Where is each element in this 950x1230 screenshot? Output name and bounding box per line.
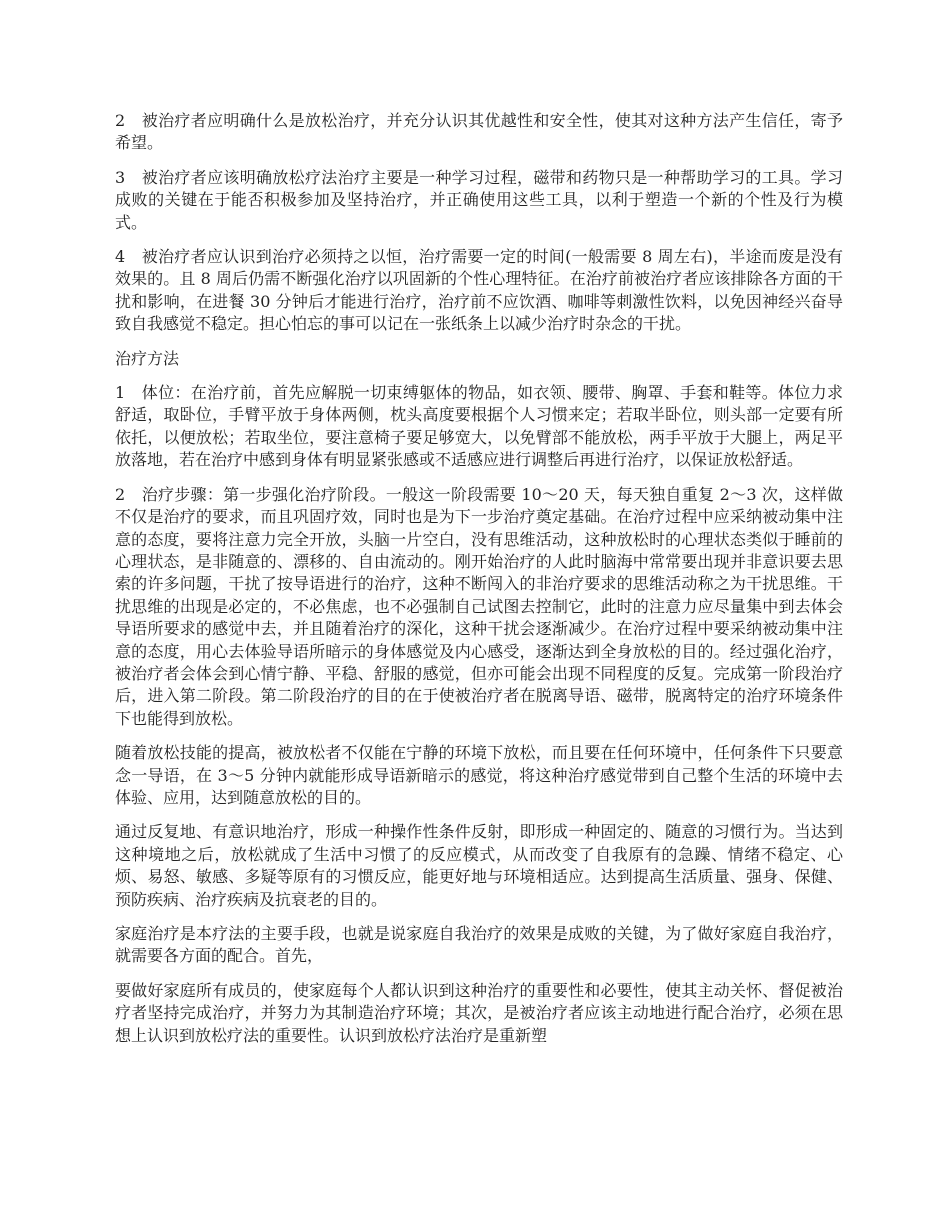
paragraph-point-3-learning-process: 3 被治疗者应该明确放松疗法治疗主要是一种学习过程，磁带和药物只是一种帮助学习的工具。学习成败的关键在于能否积极参加及坚持治疗，并正确使用这些工具，以利于塑造一个新的个性及行为模式。 (115, 167, 843, 232)
paragraph-step-2-procedure: 2 治疗步骤：第一步强化治疗阶段。一般这一阶段需要 10～20 天，每天独自重复 2～3 次，这样做不仅是治疗的要求，而且巩固疗效，同时也是为下一步治疗奠定基础。在治疗过程中应采纳被动集中注意的态度，要将注意力完全开放，头脑一片空白，没有思维活动，这种放松时的心理状态类似于睡前的心理状态，是非随意的、漂移的、自由流动的。刚开始治疗的人此时脑海中常常要出现并非意识要去思索的许多问题，干扰了按导语进行的治疗，这种不断闯入的非治疗要求的思维活动称之为干扰思维。干扰思维的出现是必定的，不必焦虑，也不必强制自己试图去控制它，此时的注意力应尽量集中到去体会导语所要求的感觉中去，并且随着治疗的深化，这种干扰会逐渐减少。在治疗过程中要采纳被动集中注意的态度，用心去体验导语所暗示的身体感觉及内心感受，逐渐达到全身放松的目的。经过强化治疗，被治疗者会体会到心情宁静、平稳、舒服的感觉，但亦可能会出现不同程度的反复。完成第一阶段治疗后，进入第二阶段。第二阶段治疗的目的在于使被治疗者在脱离导语、磁带，脱离特定的治疗环境条件下也能得到放松。 (115, 484, 843, 728)
paragraph-relaxation-skill: 随着放松技能的提高，被放松者不仅能在宁静的环境下放松，而且要在任何环境中，任何条件下只要意念一导语，在 3～5 分钟内就能形成导语新暗示的感觉，将这种治疗感觉带到自己整个生活的环境中去体验、应用，达到随意放松的目的。 (115, 743, 843, 807)
paragraph-conditioned-reflex: 通过反复地、有意识地治疗，形成一种操作性条件反射，即形成一种固定的、随意的习惯行为。当达到这种境地之后，放松就成了生活中习惯了的反应模式，从而改变了自我原有的急躁、情绪不稳定、心烦、易怒、敏感、多疑等原有的习惯反应，能更好地与环境相适应。达到提高生活质量、强身、保健、预防疾病、治疗疾病及抗衰老的目的。 (115, 822, 843, 909)
paragraph-family-therapy: 家庭治疗是本疗法的主要手段，也就是说家庭自我治疗的效果是成败的关键，为了做好家庭自我治疗，就需要各方面的配合。首先， (115, 924, 843, 966)
paragraph-family-cooperation: 要做好家庭所有成员的，使家庭每个人都认识到这种治疗的重要性和必要性，使其主动关怀、督促被治疗者坚持完成治疗，并努力为其制造治疗环境；其次，是被治疗者应该主动地进行配合治疗，必须在思想上认识到放松疗法的重要性。认识到放松疗法治疗是重新塑 (115, 980, 843, 1045)
paragraph-point-2-understanding: 2 被治疗者应明确什么是放松治疗，并充分认识其优越性和安全性，使其对这种方法产生信任，寄予希望。 (115, 111, 843, 153)
document-page (115, 110, 843, 1047)
paragraph-point-4-persistence: 4 被治疗者应认识到治疗必须持之以恒，治疗需要一定的时间(一般需要 8 周左右)，半途而废是没有效果的。且 8 周后仍需不断强化治疗以巩固新的个性心理特征。在治疗前被治疗者应该排除各方面的干扰和影响，在进餐 30 分钟后才能进行治疗，治疗前不应饮酒、咖啡等刺激性饮料，以免因神经兴奋导致自我感觉不稳定。担心怕忘的事可以记在一张纸条上以减少治疗时杂念的干扰。 (115, 247, 843, 334)
section-heading-treatment-method: 治疗方法 (115, 348, 180, 368)
paragraph-step-1-posture: 1 体位：在治疗前，首先应解脱一切束缚躯体的物品，如衣领、腰带、胸罩、手套和鞋等。体位力求舒适，取卧位，手臂平放于身体两侧，枕头高度要根据个人习惯来定；若取半卧位，则头部一定要有所依托，以便放松；若取坐位，要注意椅子要足够宽大，以免臂部不能放松，两手平放于大腿上，两足平放落地，若在治疗中感到身体有明显紧张感或不适感应进行调整后再进行治疗，以保证放松舒适。 (115, 383, 843, 470)
